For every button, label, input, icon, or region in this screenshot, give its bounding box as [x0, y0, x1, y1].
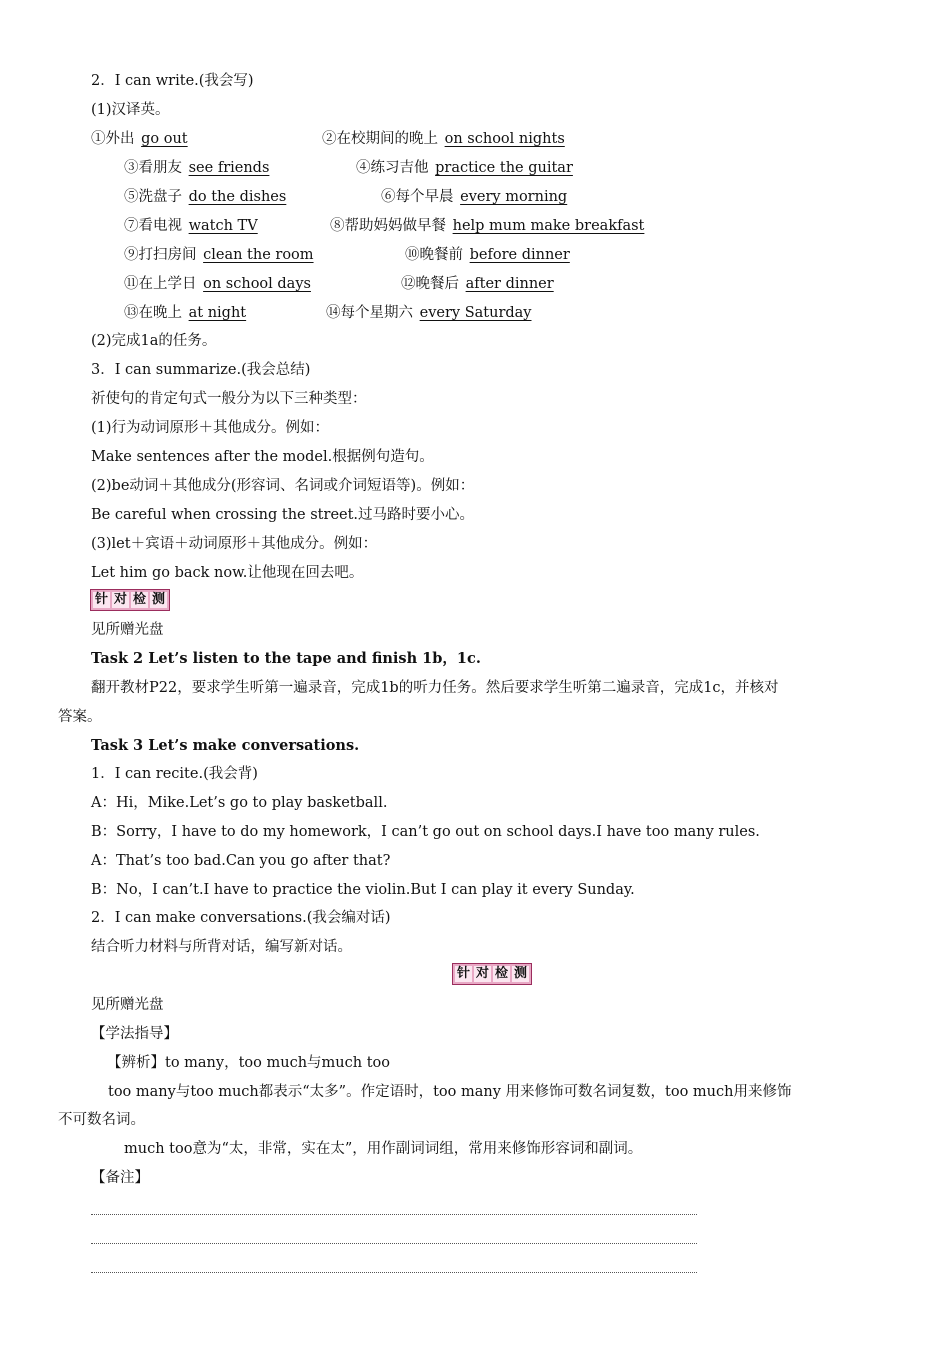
task2-title: Task 2 Let’s listen to the tape and finish 1b，1c. [91, 650, 481, 667]
vocab-item: ①外出 go out [91, 131, 188, 147]
summarize-line: Be careful when crossing the street.过马路时要小心。 [91, 507, 475, 523]
targeted-test-badge: 针 对 检 测 [452, 963, 532, 985]
write-sub2: (2)完成1a的任务。 [91, 333, 217, 349]
dialogue-line: A：That’s too bad.Can you go after that? [91, 853, 391, 869]
write-heading: 2．I can write.(我会写) [91, 73, 254, 89]
vocab-answer: on school nights [444, 131, 565, 147]
task3-title: Task 3 Let’s make conversations. [91, 737, 360, 754]
vocab-item: ⑩晚餐前 before dinner [405, 247, 570, 263]
vocab-item: ⑦看电视 watch TV [124, 218, 258, 234]
vocab-answer: clean the room [203, 247, 314, 263]
vocab-item: ⑨打扫房间 clean the room [124, 247, 314, 263]
summarize-line: (1)行为动词原形＋其他成分。例如： [91, 420, 330, 436]
dialogue-line: A：Hi，Mike.Let’s go to play basketball. [91, 795, 388, 811]
vocab-answer: every morning [460, 189, 568, 205]
vocab-item: ③看朋友 see friends [124, 160, 270, 176]
summarize-intro: 祈使句的肯定句式一般分为以下三种类型： [91, 391, 367, 407]
vocab-answer: every Saturday [419, 305, 532, 321]
vocab-item: ⑪在上学日 on school days [124, 276, 311, 292]
dialogue-line: B：No，I can’t.I have to practice the violin.But I can play it every Sunday. [91, 882, 635, 898]
vocab-item: ⑭每个星期六 every Saturday [326, 305, 532, 321]
vocab-answer: go out [141, 131, 188, 147]
summarize-line: Let him go back now.让他现在回去吧。 [91, 565, 364, 581]
vocab-item: ②在校期间的晚上 on school nights [322, 131, 565, 147]
vocab-item: ⑧帮助妈妈做早餐 help mum make breakfast [330, 218, 645, 234]
make-heading: 2．I can make conversations.(我会编对话) [91, 910, 391, 926]
notes-line [91, 1214, 697, 1215]
vocab-answer: at night [188, 305, 247, 321]
see-disc-note: 见所赠光盘 [91, 997, 164, 1013]
vocab-answer: before dinner [469, 247, 570, 263]
vocab-answer: watch TV [188, 218, 258, 234]
make-desc: 结合听力材料与所背对话，编写新对话。 [91, 939, 352, 955]
guide-heading: 【学法指导】 [91, 1026, 178, 1042]
vocab-answer: see friends [188, 160, 270, 176]
summarize-line: Make sentences after the model.根据例句造句。 [91, 449, 434, 465]
vocab-answer: help mum make breakfast [452, 218, 645, 234]
vocab-item: ⑤洗盘子 do the dishes [124, 189, 287, 205]
see-disc-note: 见所赠光盘 [91, 622, 164, 638]
vocab-answer: after dinner [465, 276, 554, 292]
dialogue-line: B：Sorry，I have to do my homework，I can’t go out on school days.I have too many rules. [91, 824, 760, 840]
summarize-heading: 3．I can summarize.(我会总结) [91, 362, 311, 378]
vocab-item: ⑥每个早晨 every morning [381, 189, 568, 205]
notes-heading: 【备注】 [91, 1170, 149, 1186]
summarize-line: (3)let＋宾语＋动词原形＋其他成分。例如： [91, 536, 378, 552]
guide-paragraph: 不可数名词。 [58, 1112, 145, 1128]
recite-heading: 1．I can recite.(我会背) [91, 766, 258, 782]
vocab-item: ⑬在晚上 at night [124, 305, 247, 321]
vocab-item: ⑫晚餐后 after dinner [401, 276, 554, 292]
guide-paragraph: too many与too much都表示“太多”。作定语时，too many 用来修饰可数名词复数，too much用来修饰 [108, 1084, 792, 1100]
summarize-line: (2)be动词＋其他成分(形容词、名词或介词短语等)。例如： [91, 478, 475, 494]
vocab-answer: practice the guitar [435, 160, 573, 176]
vocab-answer: do the dishes [188, 189, 287, 205]
task2-body: 翻开教材P22，要求学生听第一遍录音，完成1b的听力任务。然后要求学生听第二遍录音，完成1c，并核对 [91, 680, 779, 696]
notes-line [91, 1272, 697, 1273]
guide-paragraph: much too意为“太，非常，实在太”，用作副词词组，常用来修饰形容词和副词。 [124, 1141, 643, 1157]
vocab-answer: on school days [203, 276, 311, 292]
vocab-item: ④练习吉他 practice the guitar [356, 160, 573, 176]
task2-body: 答案。 [58, 709, 102, 725]
notes-line [91, 1243, 697, 1244]
guide-analysis: 【辨析】to many，too much与much too [107, 1055, 390, 1071]
targeted-test-badge: 针 对 检 测 [90, 589, 170, 611]
write-sub1: (1)汉译英。 [91, 102, 170, 118]
